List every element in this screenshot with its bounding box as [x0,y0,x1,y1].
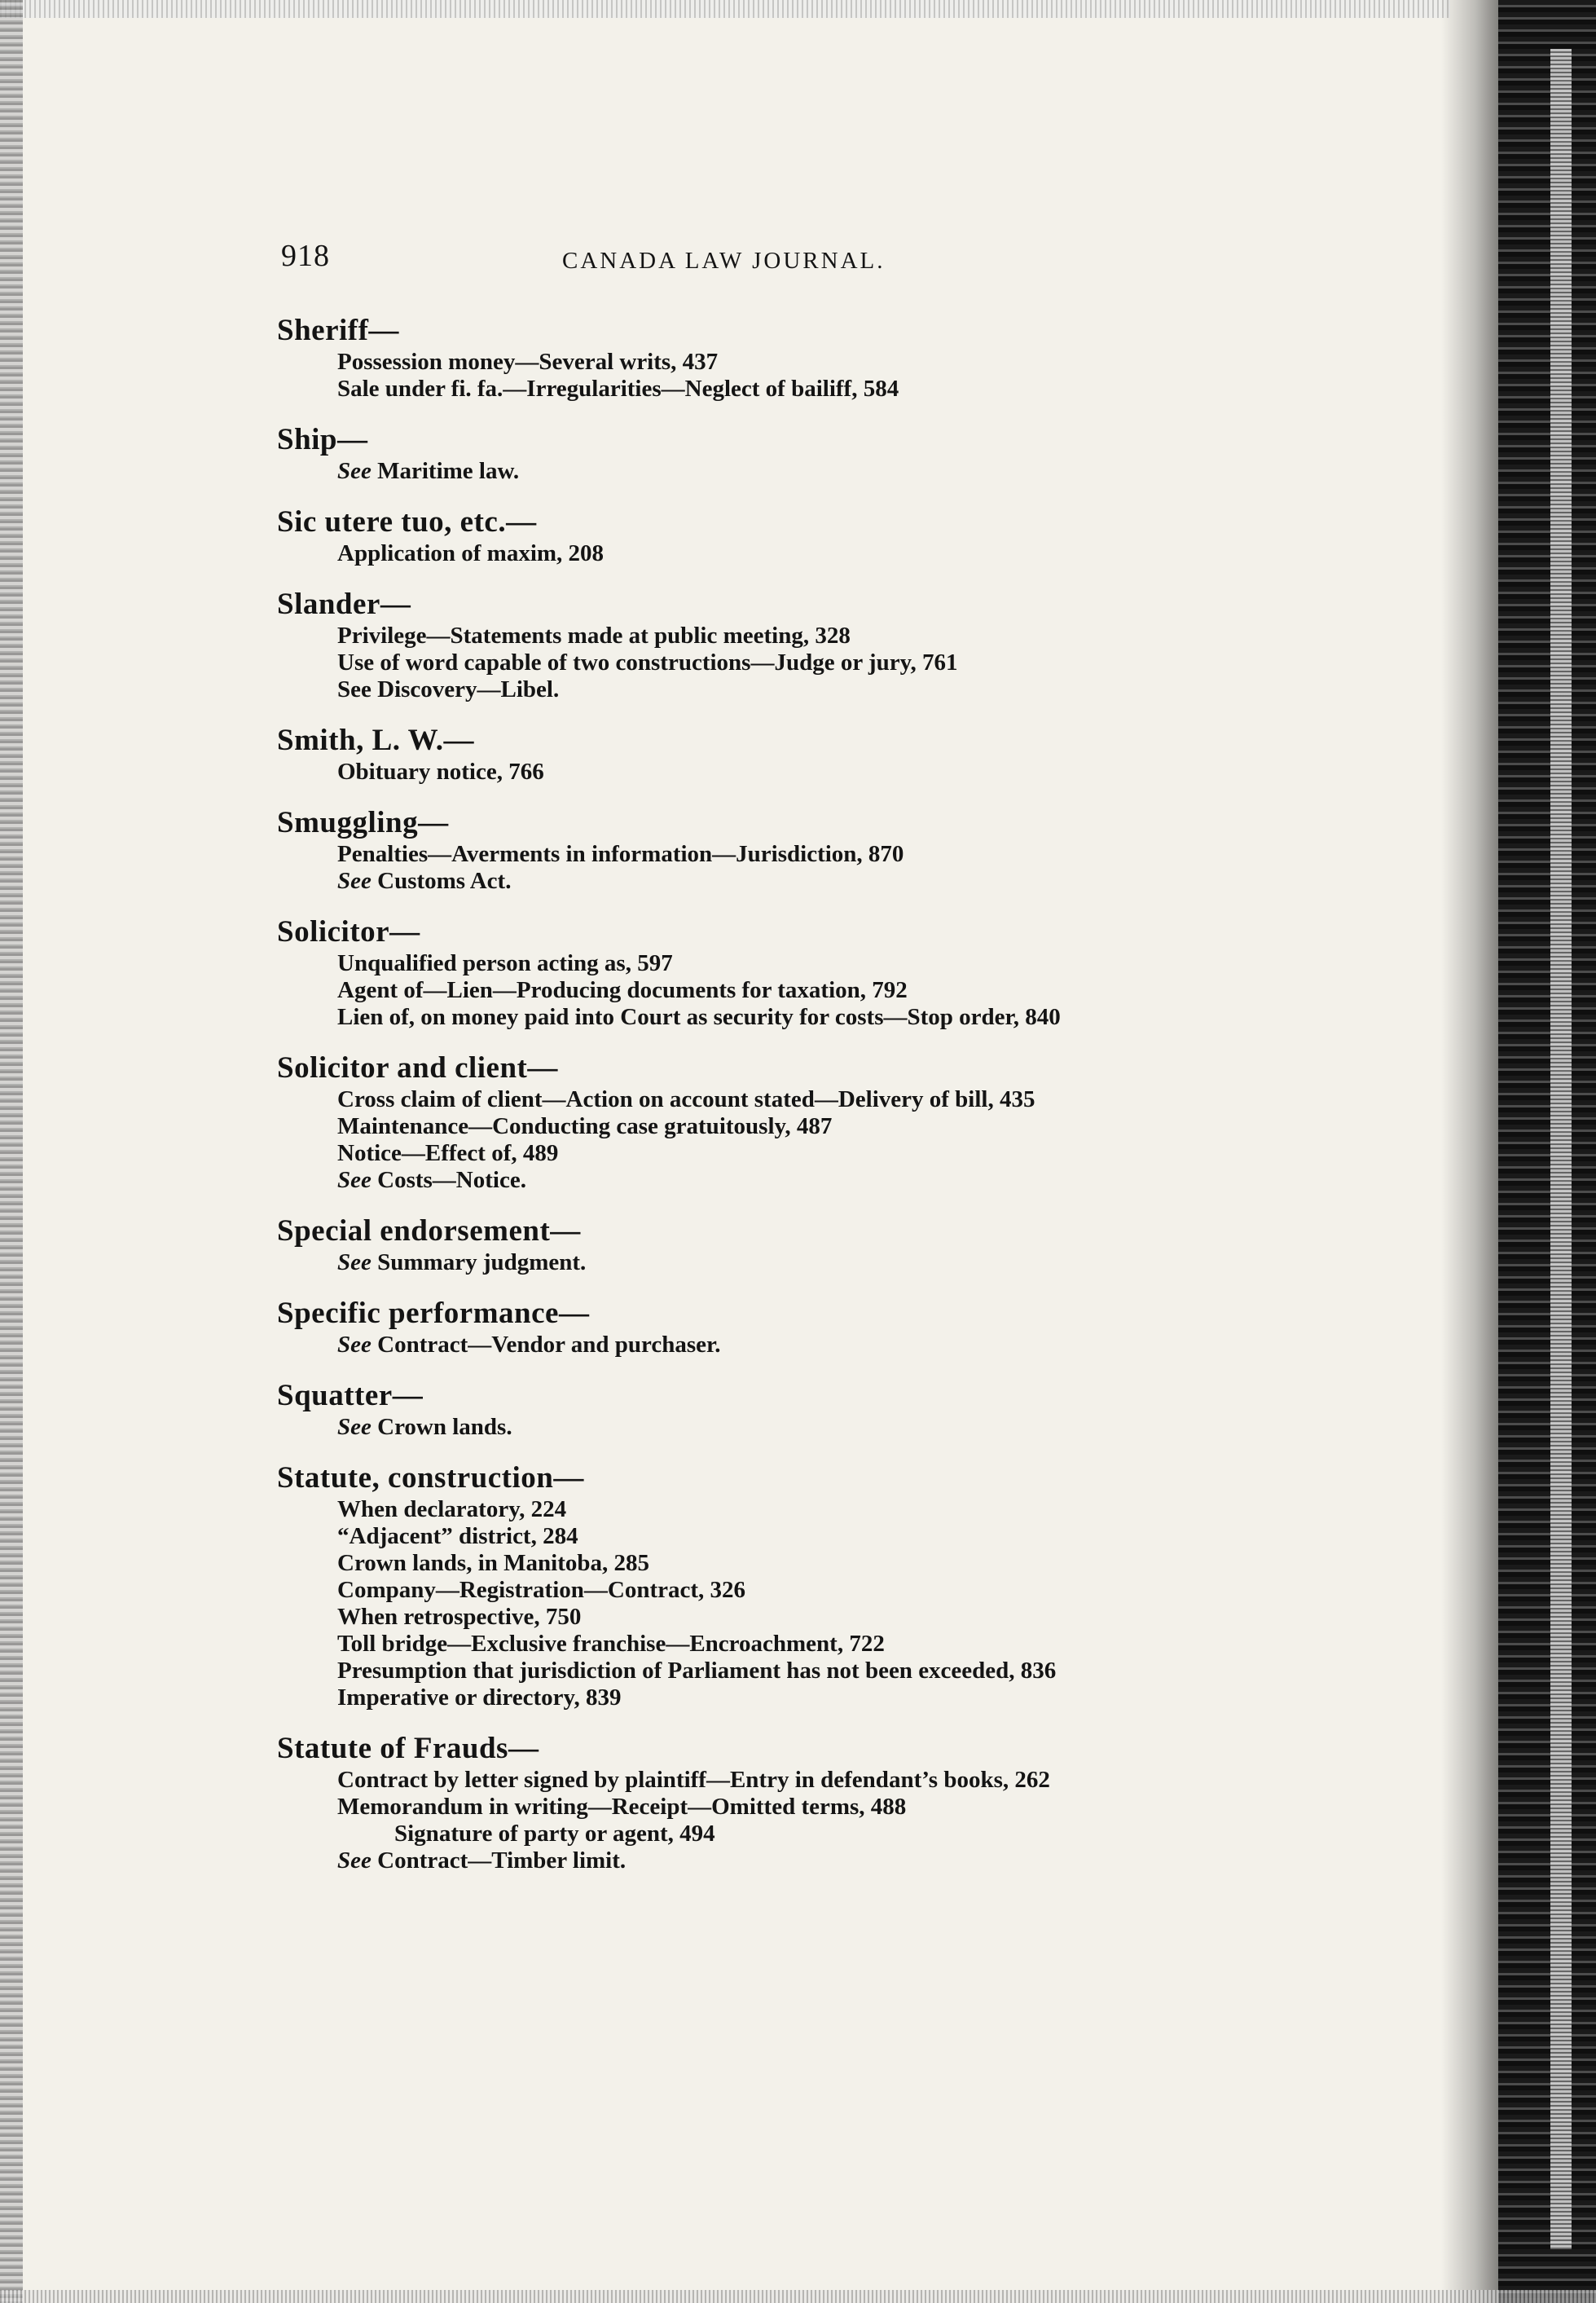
index-entry [277,313,1279,403]
index-heading: Smith, L. W.— [277,724,474,757]
index-line [277,349,1279,376]
index-entry [277,504,1279,567]
index-line [277,676,1279,703]
index-line [277,868,1279,895]
index-line-text: Application of maxim, 208 [337,540,605,566]
see-reference-word: See [337,1167,372,1193]
index-line [277,977,1279,1004]
index-line [277,1167,1279,1194]
see-reference-word: See [337,868,372,894]
index-line [277,1604,1279,1631]
scan-edge-left [0,0,23,2303]
see-reference-word: See [337,458,372,484]
index-entry [277,1296,1279,1358]
index-line [277,1496,1279,1523]
index-line [277,1821,1279,1847]
index-line [277,1249,1279,1276]
index-line [277,458,1279,485]
index-line-text: Privilege—Statements made at public meeting, 328 [337,623,851,649]
index-line-text: Toll bridge—Exclusive franchise—Encroachment, 722 [337,1631,885,1657]
index-list [277,313,1279,1894]
page-number: 918 [281,239,330,273]
index-line-text: Contract by letter signed by plaintiff—Entry in defendant’s books, 262 [337,1767,1050,1793]
index-heading: Solicitor and client— [277,1051,558,1085]
index-line [277,1086,1279,1113]
scan-edge-bottom [0,2290,1596,2303]
index-line-text: Lien of, on money paid into Court as security for costs—Stop order, 840 [337,1004,1061,1030]
index-heading: Specific performance— [277,1297,590,1330]
index-line [277,1113,1279,1140]
index-line [277,1140,1279,1167]
index-heading: Solicitor— [277,915,420,949]
index-entry [277,805,1279,895]
index-line-text: Obituary notice, 766 [337,759,544,785]
index-line [277,1684,1279,1711]
index-line-text: Use of word capable of two constructions—Judge or jury, 761 [337,650,958,676]
index-line-text: See Discovery—Libel. [337,676,560,702]
index-line [277,1794,1279,1821]
index-line [277,376,1279,403]
index-heading: Ship— [277,423,368,456]
index-line [277,1004,1279,1031]
index-line [277,1414,1279,1441]
index-entry [277,1050,1279,1194]
index-entry [277,1378,1279,1441]
index-line-text: Sale under fi. fa.—Irregularities—Neglect of bailiff, 584 [337,376,899,402]
index-heading: Statute, construction— [277,1461,584,1495]
index-line-text: Possession money—Several writs, 437 [337,349,719,375]
index-line-text: Signature of party or agent, 494 [394,1821,715,1847]
index-line-text: Summary judgment. [371,1249,587,1275]
index-line-text: Notice—Effect of, 489 [337,1140,559,1166]
page-gutter-shadow [1441,0,1498,2303]
scan-edge-right [1498,0,1596,2303]
index-line-text: Crown lands, in Manitoba, 285 [337,1550,649,1576]
index-heading: Squatter— [277,1379,424,1412]
index-heading: Smuggling— [277,806,449,839]
running-head: CANADA LAW JOURNAL. [562,248,886,274]
index-line [277,1847,1279,1874]
index-entry [277,1460,1279,1711]
index-line [277,1658,1279,1684]
index-line [277,1767,1279,1794]
index-line-text: Contract—Timber limit. [371,1847,627,1874]
index-heading: Statute of Frauds— [277,1732,539,1765]
index-heading: Sic utere tuo, etc.— [277,505,537,539]
index-line-text: When declaratory, 224 [337,1496,567,1522]
index-line [277,650,1279,676]
index-heading: Slander— [277,588,411,621]
index-line [277,540,1279,567]
see-reference-word: See [337,1414,372,1440]
see-reference-word: See [337,1249,372,1275]
see-reference-word: See [337,1332,372,1358]
index-line-text: Maintenance—Conducting case gratuitously, 487 [337,1113,833,1139]
index-line [277,950,1279,977]
index-line-text: Crown lands. [371,1414,512,1440]
index-line-text: Presumption that jurisdiction of Parliament has not been exceeded, 836 [337,1658,1057,1684]
index-line-text: Customs Act. [371,868,512,894]
index-line-text: Costs—Notice. [371,1167,526,1193]
index-entry [277,914,1279,1031]
index-line-text: Penalties—Averments in information—Jurisdiction, 870 [337,841,904,867]
index-line [277,1550,1279,1577]
index-line-text: Unqualified person acting as, 597 [337,950,673,976]
index-heading: Special endorsement— [277,1214,581,1248]
index-entry [277,723,1279,786]
index-line-text: Contract—Vendor and purchaser. [371,1332,721,1358]
index-line-text: Maritime law. [371,458,520,484]
index-line [277,759,1279,786]
index-line-text: Agent of—Lien—Producing documents for taxation, 792 [337,977,908,1003]
scan-edge-top [0,0,1450,18]
index-line-text: When retrospective, 750 [337,1604,582,1630]
index-line [277,1332,1279,1358]
index-line-text: Imperative or directory, 839 [337,1684,622,1711]
index-heading: Sheriff— [277,314,399,347]
index-line-text: Cross claim of client—Action on account stated—Delivery of bill, 435 [337,1086,1035,1112]
index-entry [277,587,1279,703]
index-line-text: Company—Registration—Contract, 326 [337,1577,746,1603]
index-line [277,623,1279,650]
index-line [277,1631,1279,1658]
index-line [277,841,1279,868]
index-line [277,1577,1279,1604]
index-line [277,1523,1279,1550]
index-line-text: Memorandum in writing—Receipt—Omitted terms, 488 [337,1794,907,1820]
index-entry [277,1213,1279,1276]
index-entry [277,1731,1279,1874]
scan-edge-right-noise [1550,49,1572,2249]
index-entry [277,422,1279,485]
index-line-text: “Adjacent” district, 284 [337,1523,578,1549]
see-reference-word: See [337,1847,372,1874]
